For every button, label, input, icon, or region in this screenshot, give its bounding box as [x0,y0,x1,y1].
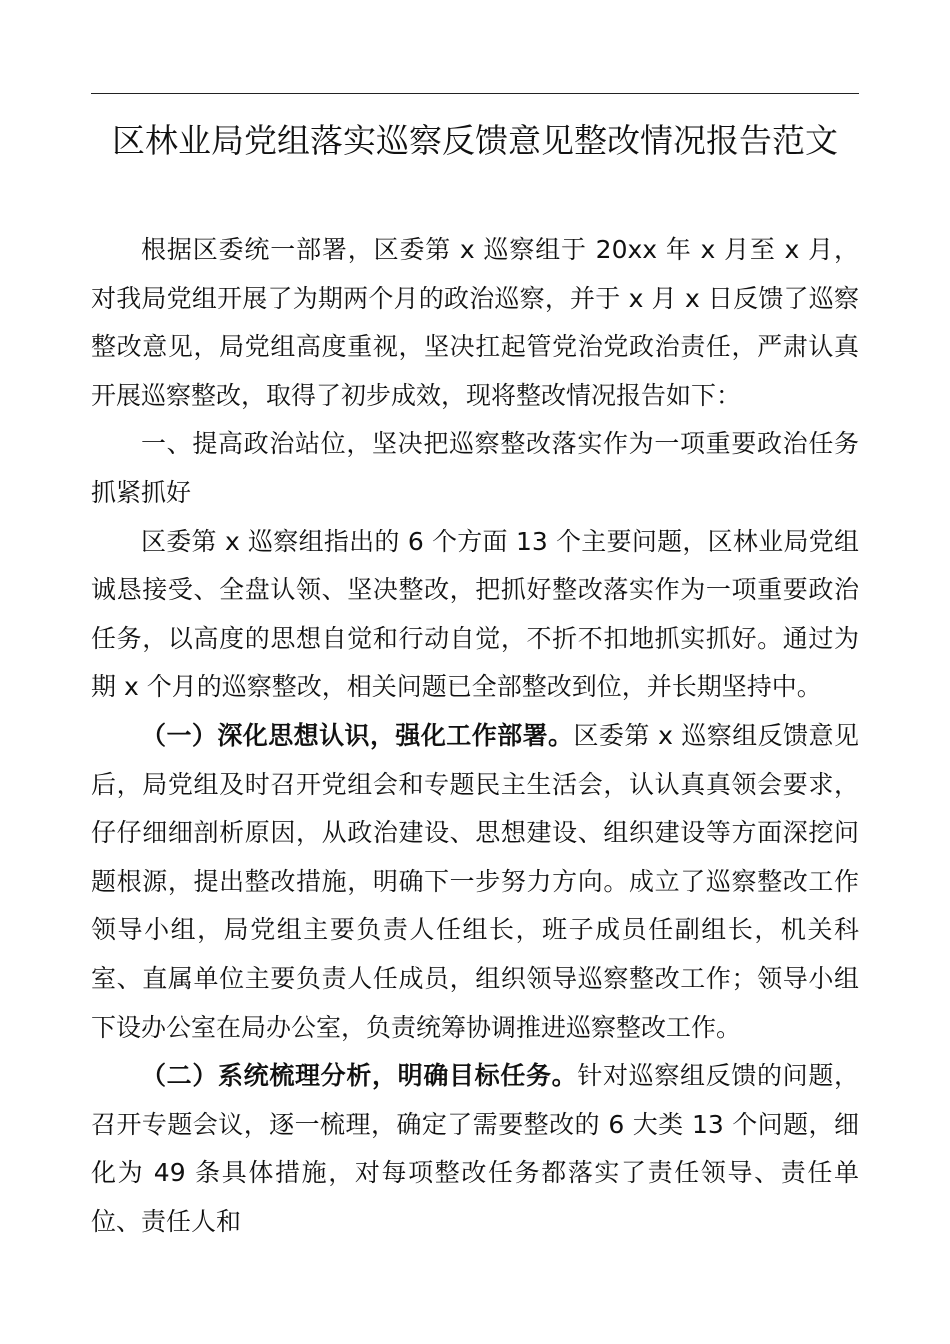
paragraph-text: 一、提高政治站位，坚决把巡察整改落实作为一项重要政治任务抓紧抓好 [91,429,859,507]
paragraph-text: 区委第 x 巡察组反馈意见后，局党组及时召开党组会和专题民主生活会，认认真真领会要求，仔仔细细剖析原因，从政治建设、思想建设、组织建设等方面深挖问题根源，提出整改措施，明确下一步努力方向。成立了巡察整改工作领导小组，局党组主要负责人任组长，班子成员任副组长，机关科室、直属单位主要负责人任成员，组织领导巡察整改工作；领导小组下设办公室在局办公室，负责统筹协调推进巡察整改工作。 [91,720,859,1042]
document-body [91,226,859,1246]
paragraph-text: 根据区委统一部署，区委第 x 巡察组于 20xx 年 x 月至 x 月，对我局党组开展了为期两个月的政治巡察，并于 x 月 x 日反馈了巡察整改意见，局党组高度重视，坚决扛起管党治党政治责任，严肃认真开展巡察整改，取得了初步成效，现将整改情况报告如下： [91,235,859,410]
paragraph-text: 针对巡察组反馈的问题，召开专题会议，逐一梳理，确定了需要整改的 6 大类 13 个问题，细化为 49 条具体措施，对每项整改任务都落实了责任领导、责任单位、责任人和 [91,1061,859,1236]
paragraph-problems [91,518,859,712]
paragraph-section-heading [91,420,859,517]
paragraph-text: 区委第 x 巡察组指出的 6 个方面 13 个主要问题，区林业局党组诚恳接受、全盘认领、坚决整改，把抓好整改落实作为一项重要政治任务，以高度的思想自觉和行动自觉，不折不扣地抓实抓好。通过为期 x 个月的巡察整改，相关问题已全部整改到位，并长期坚持中。 [91,526,859,702]
paragraph-item-2 [91,1052,859,1246]
paragraph-lead: （一）深化思想认识，强化工作部署。 [141,720,574,750]
paragraph-intro [91,226,859,420]
header-rule [91,93,859,94]
paragraph-lead: （二）系统梳理分析，明确目标任务。 [141,1061,578,1091]
paragraph-item-1 [91,712,859,1052]
document-title: 区林业局党组落实巡察反馈意见整改情况报告范文 [112,121,838,160]
